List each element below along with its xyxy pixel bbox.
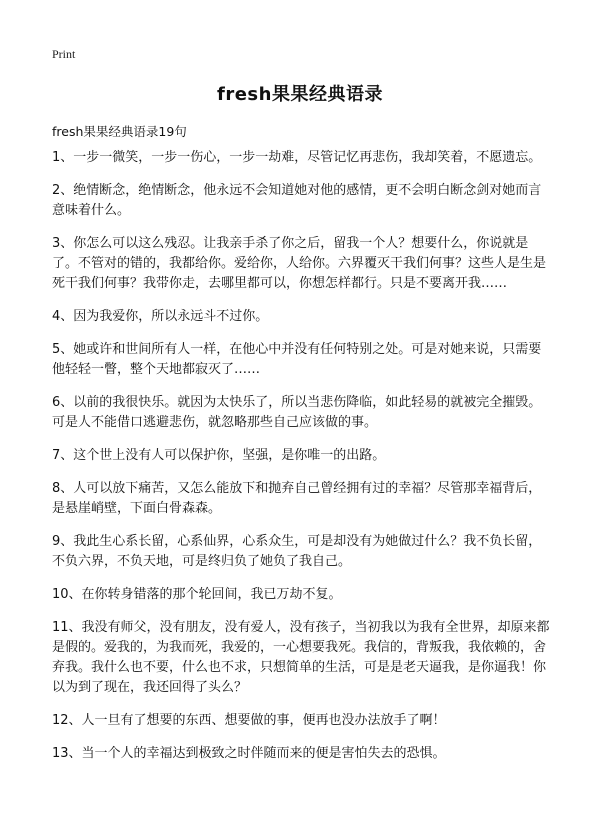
quote-item: 12、人一旦有了想要的东西、想要做的事，便再也没办法放手了啊！ — [52, 713, 446, 728]
document-subtitle: fresh果果经典语录19句 — [52, 124, 187, 139]
quote-item: 3、你怎么可以这么残忍。让我亲手杀了你之后，留我一个人？想要什么，你说就是了。不管对的错的，我都给你。爱给你，人给你。六界覆灭干我们何事？这些人是生是死干我们何事？我带你走，去哪里都可以，你想怎样都行。只是不要离开我…… — [52, 236, 547, 291]
quote-item: 5、她或许和世间所有人一样，在他心中并没有任何特别之处。可是对她来说，只需要他轻轻一瞥，整个天地都寂灭了…… — [52, 342, 542, 377]
quote-item: 7、这个世上没有人可以保护你，坚强，是你唯一的出路。 — [52, 448, 386, 463]
quote-item: 10、在你转身错落的那个轮回间，我已万劫不复。 — [52, 587, 342, 602]
quote-item: 11、我没有师父，没有朋友，没有爱人，没有孩子，当初我以为我有全世界，却原来都是假的。爱我的，为我而死，我爱的，一心想要我死。我信的，背叛我，我依赖的，舍弃我。我什么也不要，什么也不求，只想简单的生活，可是是老天逼我，是你逼我！你以为到了现在，我还回得了头么？ — [52, 620, 550, 695]
quote-item: 9、我此生心系长留，心系仙界，心系众生，可是却没有为她做过什么？我不负长留，不负六界，不负天地，可是终归负了她负了我自己。 — [52, 534, 542, 569]
print-link[interactable]: Print — [52, 47, 76, 61]
quote-list — [52, 148, 552, 764]
quote-item: 1、一步一微笑，一步一伤心，一步一劫难，尽管记忆再悲伤，我却笑着，不愿遗忘。 — [52, 150, 542, 165]
quote-item: 13、当一个人的幸福达到极致之时伴随而来的便是害怕失去的恐惧。 — [52, 746, 446, 761]
quote-item: 2、绝情断念，绝情断念，他永远不会知道她对他的感情，更不会明白断念剑对她而言意味着什么。 — [52, 183, 542, 218]
document-title: fresh果果经典语录 — [217, 84, 383, 105]
quote-item: 8、人可以放下痛苦，又怎么能放下和抛弃自己曾经拥有过的幸福？尽管那幸福背后，是悬崖峭壁，下面白骨森森。 — [52, 481, 542, 516]
quote-item: 4、因为我爱你，所以永远斗不过你。 — [52, 309, 269, 324]
quote-item: 6、以前的我很快乐。就因为太快乐了，所以当悲伤降临，如此轻易的就被完全摧毁。可是人不能借口逃避悲伤，就忽略那些自己应该做的事。 — [52, 395, 542, 430]
